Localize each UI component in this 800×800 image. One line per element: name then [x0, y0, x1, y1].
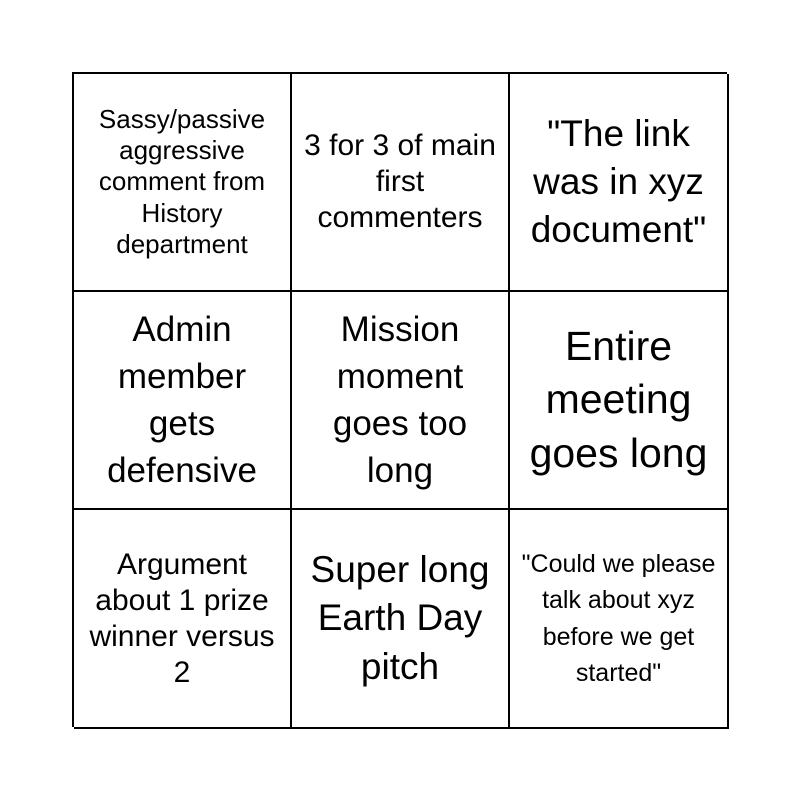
bingo-board: [72, 72, 727, 727]
bingo-cell-text: Entire meeting goes long: [529, 323, 708, 476]
bingo-cell-text: Admin member gets defensive: [107, 309, 257, 491]
bingo-cell-text: 3 for 3 of main first commenters: [304, 129, 496, 234]
bingo-cell-6[interactable]: [510, 292, 729, 510]
bingo-cell-8[interactable]: [292, 510, 510, 729]
bingo-cell-4[interactable]: [74, 292, 292, 510]
bingo-cell-text: Mission moment goes too long: [332, 309, 468, 491]
bingo-cell-1[interactable]: [74, 74, 292, 292]
bingo-cell-9[interactable]: [510, 510, 729, 729]
bingo-cell-text: "Could we please talk about xyz before we get started": [521, 550, 716, 687]
bingo-cell-3[interactable]: [510, 74, 729, 292]
bingo-cell-text: Sassy/passive aggressive comment from History department: [98, 104, 266, 259]
bingo-cell-text: Super long Earth Day pitch: [310, 549, 490, 687]
bingo-cell-2[interactable]: [292, 74, 510, 292]
bingo-cell-text: "The link was in xyz document": [530, 112, 707, 251]
bingo-cell-7[interactable]: [74, 510, 292, 729]
bingo-cell-5[interactable]: [292, 292, 510, 510]
bingo-cell-text: Argument about 1 prize winner versus 2: [89, 547, 275, 689]
